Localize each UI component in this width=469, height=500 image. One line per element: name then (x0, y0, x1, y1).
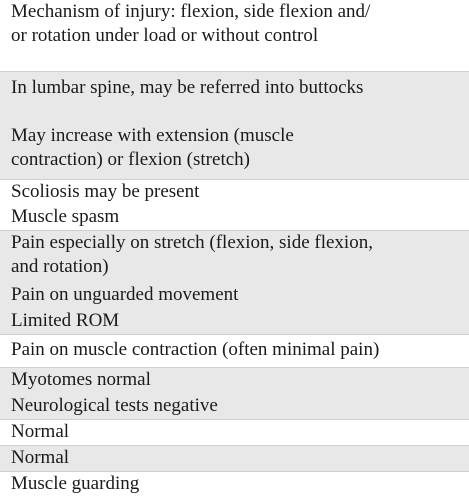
row-divider (0, 419, 469, 420)
row-text-line: Neurological tests negative (11, 395, 218, 416)
row-text-line: Myotomes normal (11, 369, 151, 390)
row-divider (0, 445, 469, 446)
row-text-line: and rotation) (11, 256, 109, 277)
row-text-line: Mechanism of injury: flexion, side flexion and/ (11, 1, 371, 22)
table-row (0, 394, 469, 420)
table-row (0, 368, 469, 394)
row-text-line: or rotation under load or without control (11, 25, 319, 46)
row-text-line: Muscle spasm (11, 206, 120, 227)
table-row (0, 309, 469, 335)
table-row (0, 446, 469, 472)
table-row (0, 335, 469, 368)
row-divider (0, 230, 469, 231)
table-row (0, 72, 469, 106)
row-text-line: Normal (11, 447, 70, 468)
row-text-line: Limited ROM (11, 310, 120, 331)
row-divider (0, 367, 469, 368)
row-divider (0, 471, 469, 472)
table-row (0, 0, 469, 50)
table-row (0, 420, 469, 446)
table-row (0, 472, 469, 500)
table-row (0, 205, 469, 231)
table-row (0, 283, 469, 309)
row-text-line: Pain on unguarded movement (11, 284, 239, 305)
row-divider (0, 334, 469, 335)
table-row (0, 124, 469, 180)
row-text-line: Pain especially on stretch (flexion, side flexion, (11, 232, 373, 253)
row-text-line: Normal (11, 421, 70, 442)
row-text-line: contraction) or flexion (stretch) (11, 149, 250, 170)
row-text-line: In lumbar spine, may be referred into buttocks (11, 77, 364, 98)
table-row (0, 50, 469, 72)
row-text-line: May increase with extension (muscle (11, 125, 294, 146)
row-divider (0, 179, 469, 180)
row-text-line: Pain on muscle contraction (often minimal pain) (11, 339, 380, 360)
table-row (0, 106, 469, 124)
row-text-line: Muscle guarding (11, 473, 140, 494)
table-row (0, 231, 469, 283)
row-divider (0, 71, 469, 72)
row-text-line: Scoliosis may be present (11, 181, 200, 202)
table-row (0, 180, 469, 205)
